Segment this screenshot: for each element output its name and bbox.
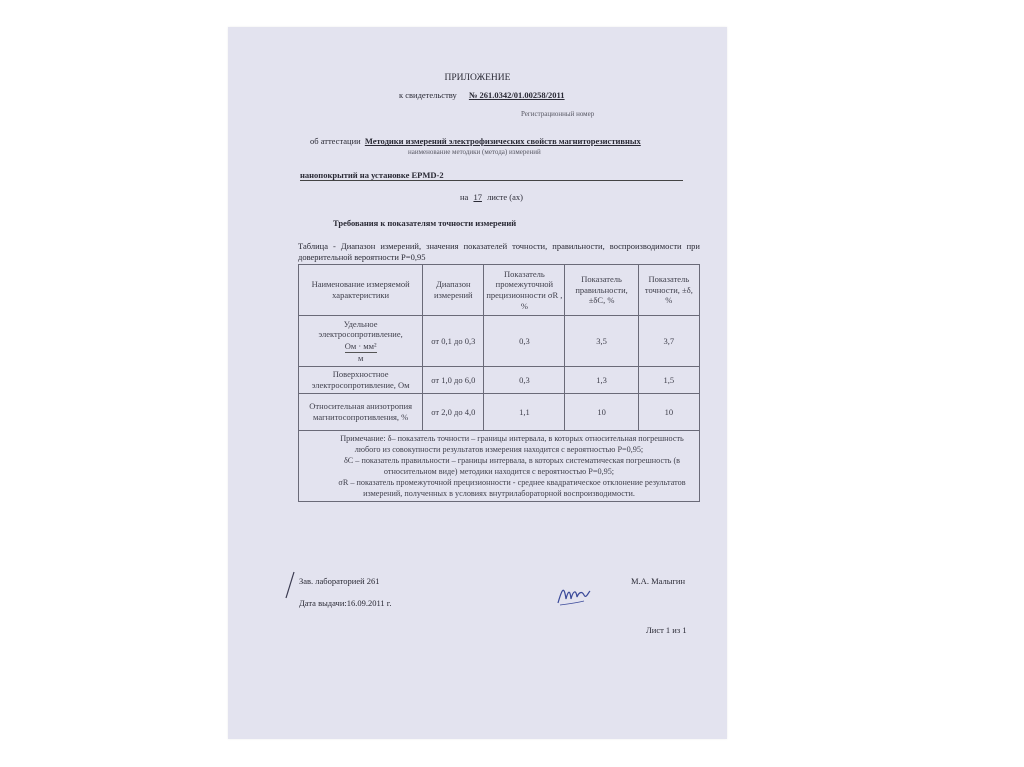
- header-trueness: Показатель правильности, ±δC, %: [565, 265, 638, 316]
- pages-count: 17: [473, 192, 482, 202]
- pages-line: [460, 192, 523, 202]
- row-range: от 0,1 до 0,3: [423, 316, 484, 367]
- row-accuracy: 3,7: [638, 316, 699, 367]
- method-caption: наименование методики (метода) измерений: [408, 148, 541, 156]
- note-trueness: δC – показатель правильности – границы интервала, в которых систематическая погрешность (в относительном виде) методики находится с вероятностью P=0,95;: [343, 456, 681, 477]
- row-accuracy: 10: [638, 394, 699, 431]
- row-trueness: 10: [565, 394, 638, 431]
- row-accuracy: 1,5: [638, 367, 699, 394]
- row-range: от 1,0 до 6,0: [423, 367, 484, 394]
- row-precision: 0,3: [484, 316, 565, 367]
- row-precision: 1,1: [484, 394, 565, 431]
- attestation-line: [310, 136, 641, 146]
- certificate-prefix: к свидетельству: [399, 90, 457, 100]
- pages-suffix: листе (ах): [487, 192, 523, 202]
- row-name: Поверхностное электросопротивление, Ом: [299, 367, 423, 394]
- footer-page: Лист 1 из 1: [646, 625, 687, 635]
- row-name-cell: [299, 316, 423, 367]
- row-trueness: 1,3: [565, 367, 638, 394]
- row-trueness: 3,5: [565, 316, 638, 367]
- header-range: Диапазон измерений: [423, 265, 484, 316]
- document-page: [228, 27, 727, 739]
- row-name: Удельное электросопротивление,: [318, 318, 403, 340]
- table-row: [299, 394, 700, 431]
- registration-caption: Регистрационный номер: [521, 110, 595, 118]
- doc-title: ПРИЛОЖЕНИЕ: [444, 73, 511, 83]
- table-row: [299, 316, 700, 367]
- pen-stroke-mark: [282, 570, 296, 600]
- table-row: [299, 367, 700, 394]
- table-header-row: [299, 265, 700, 316]
- certificate-number: № 261.0342/01.00258/2011: [468, 90, 565, 100]
- header-precision: Показатель промежуточной прецизионности σR , %: [484, 265, 565, 316]
- certificate-line: [399, 90, 565, 100]
- attestation-prefix: об аттестации: [310, 136, 361, 146]
- requirements-table: [298, 264, 700, 502]
- signature-image: [554, 579, 594, 609]
- header-accuracy: Показатель точности, ±δ, %: [638, 265, 699, 316]
- pages-prefix: на: [460, 192, 469, 202]
- table-note-row: [299, 431, 700, 502]
- table-caption: Таблица - Диапазон измерений, значения показателей точности, правильности, воспроизводимости при доверительной вероятности P=0,95: [298, 241, 700, 262]
- footer-signer: М.А. Малыгин: [631, 576, 686, 586]
- method-name-line1: Методики измерений электрофизических свойств магниторезистивных: [364, 136, 641, 146]
- note-accuracy: Примечание: δ– показатель точности – границы интервала, в которых относительная погрешность любого из совокупности результатов измерения находится с вероятностью P=0,95;: [340, 434, 684, 455]
- footer-position: Зав. лабораторией 261: [299, 576, 380, 586]
- row-precision: 0,3: [484, 367, 565, 394]
- unit-denominator: м: [357, 352, 364, 363]
- footer-date: Дата выдачи:16.09.2011 г.: [299, 598, 392, 608]
- note-precision: σR – показатель промежуточной прецизионности - среднее квадратическое отклонение результатов измерений, полученных в условиях внутрилабораторной воспроизводимости.: [338, 478, 686, 499]
- row-range: от 2,0 до 4,0: [423, 394, 484, 431]
- table-note: [299, 431, 700, 502]
- row-name: Относительная анизотропия магнитосопротивления, %: [299, 394, 423, 431]
- header-characteristic: Наименование измеряемой характеристики: [299, 265, 423, 316]
- section-title: Требования к показателям точности измерений: [333, 218, 517, 228]
- method-name-line2: нанопокрытий на установке EPMD-2: [300, 170, 683, 181]
- unit-numerator: Ом · мм²: [344, 341, 377, 351]
